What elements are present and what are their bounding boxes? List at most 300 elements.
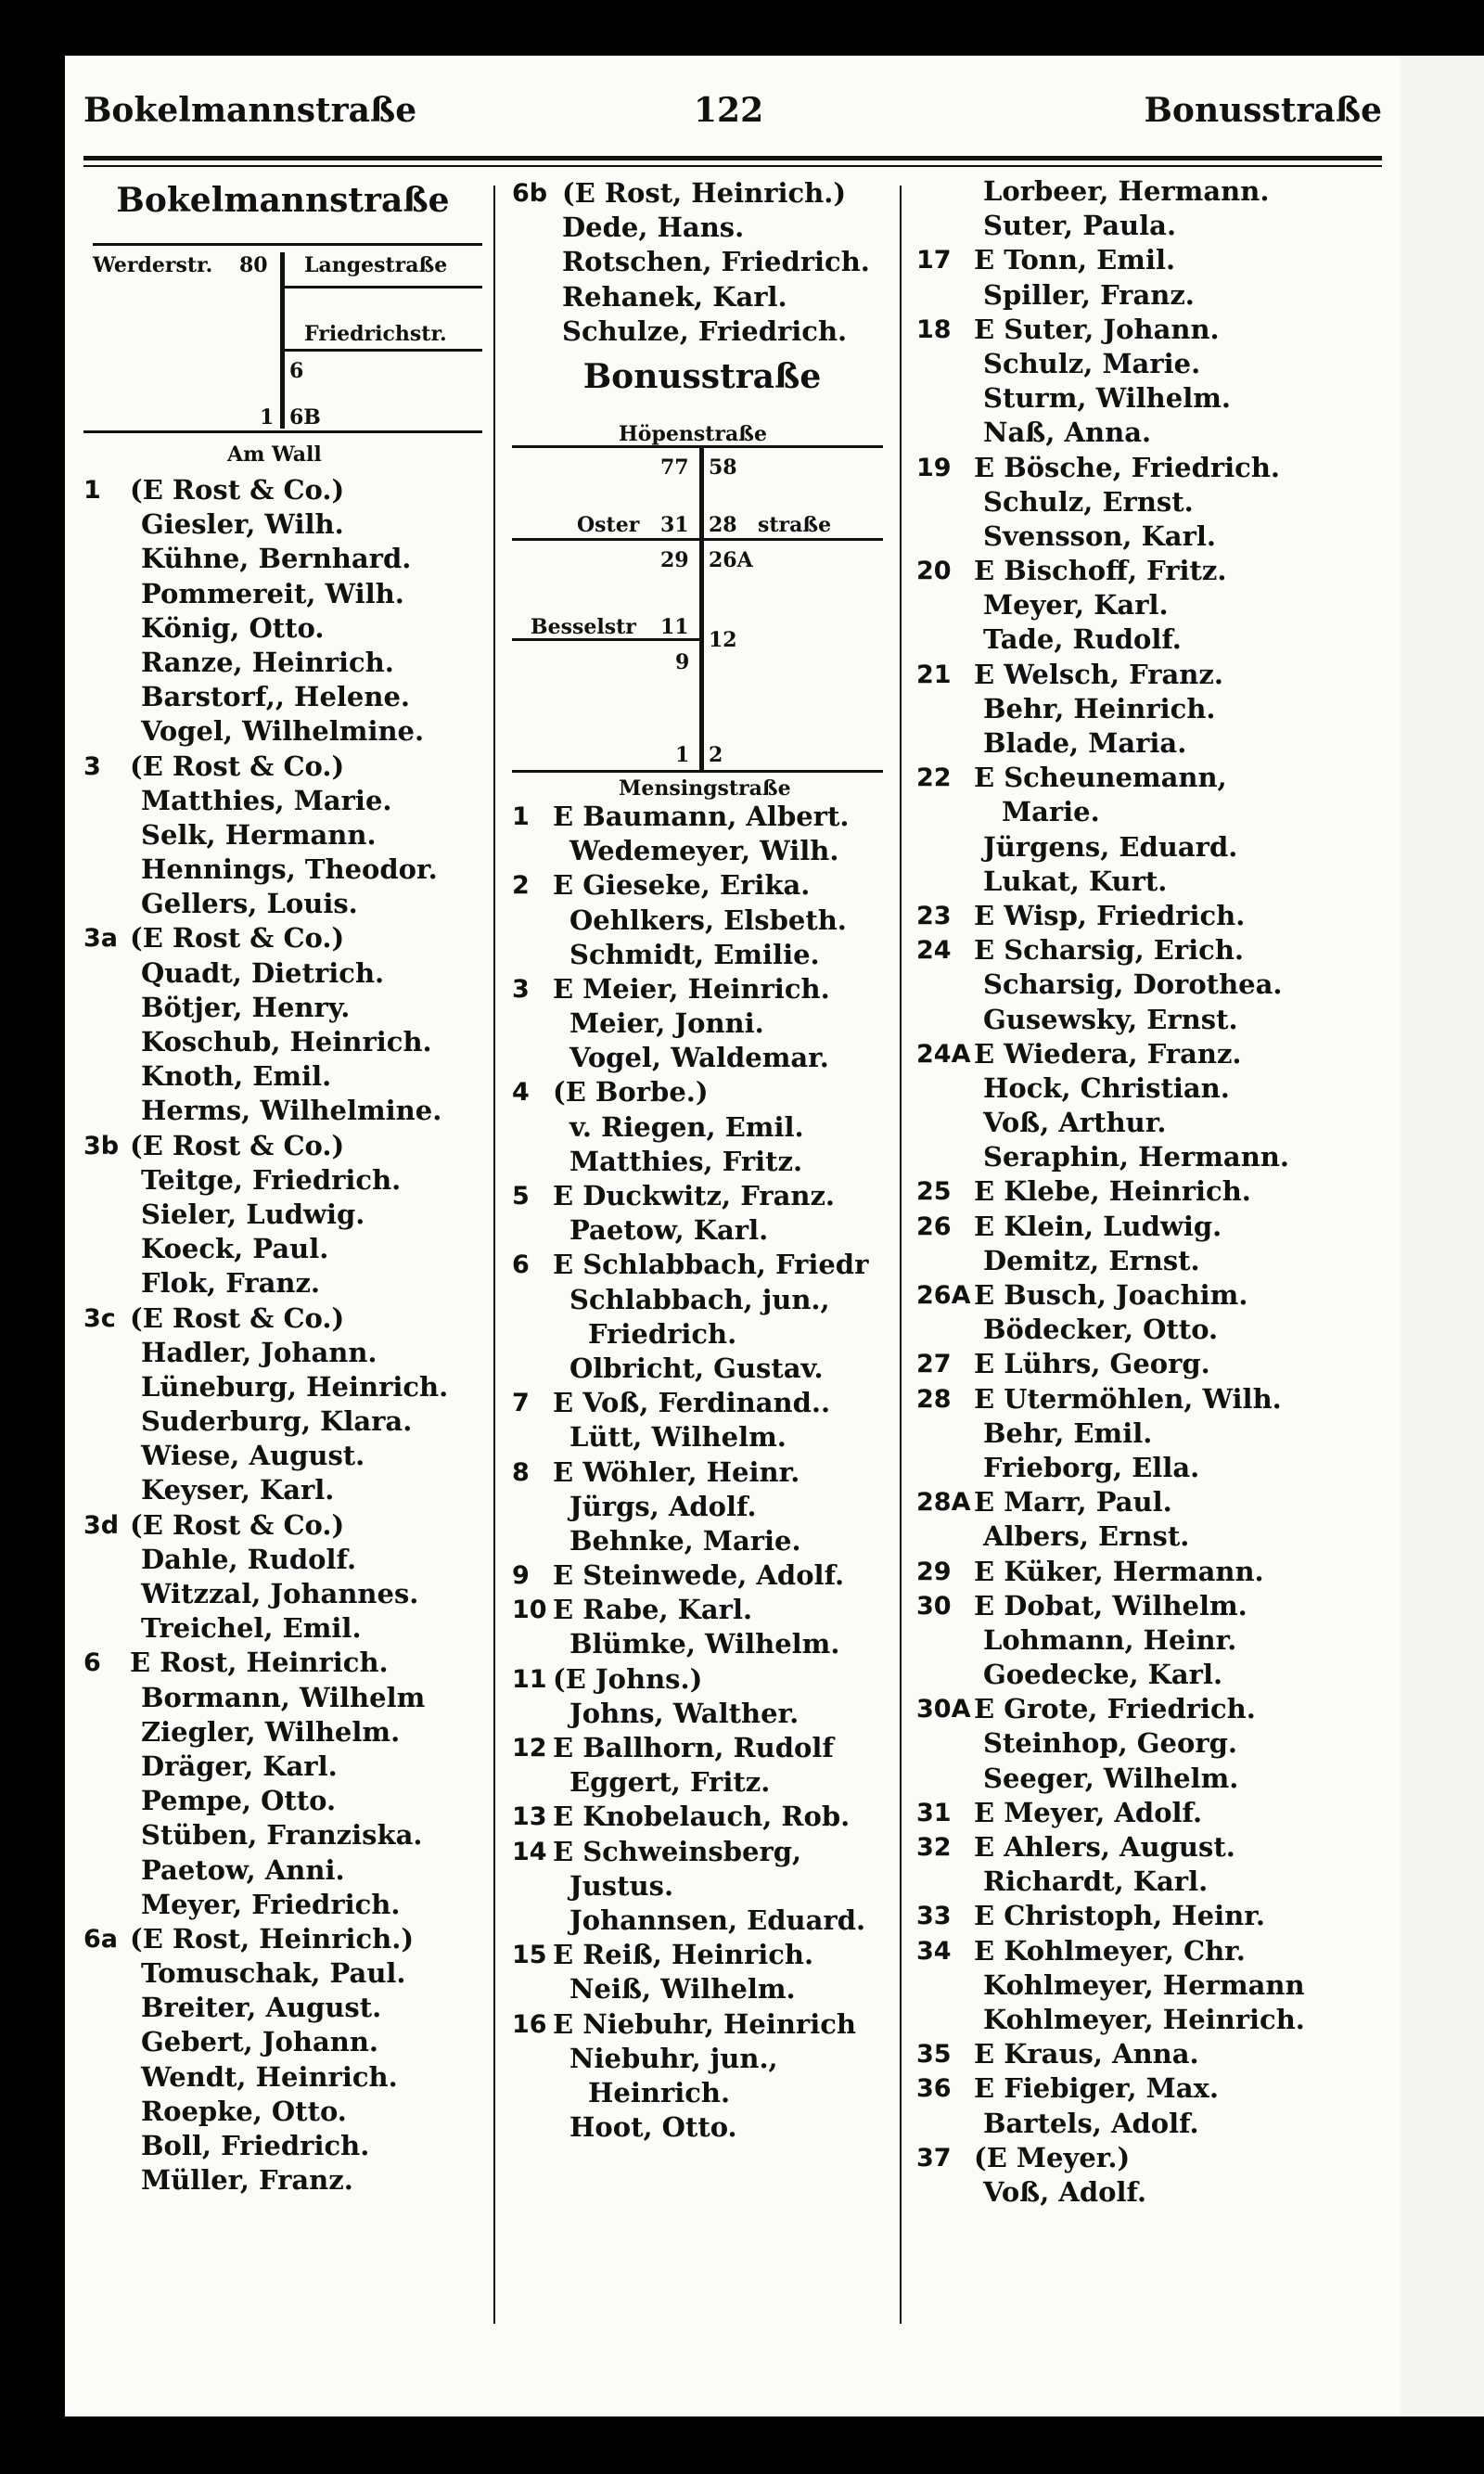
resident-entry: Gusewsky, Ernst. <box>983 1003 1238 1035</box>
resident-entry: E Lührs, Georg. <box>974 1348 1210 1380</box>
header-rule-thin <box>83 165 1382 167</box>
resident-entry: Svensson, Karl. <box>983 519 1216 552</box>
list-item <box>512 1075 892 1109</box>
list-item <box>916 1003 1306 1037</box>
column-1 <box>83 176 482 2198</box>
resident-entry: Johannsen, Eduard. <box>569 1904 866 1936</box>
house-number: 18 <box>916 314 952 344</box>
diagram-label-osterstrasse: straße <box>758 512 832 537</box>
street-title-bonus: Bonusstraße <box>582 356 822 396</box>
resident-entry: E Baumann, Albert. <box>553 800 850 832</box>
list-item <box>512 1283 892 1317</box>
diagram-number-31: 31 <box>660 512 689 537</box>
list-item <box>916 1451 1306 1485</box>
diagram-number-9: 9 <box>675 649 690 674</box>
house-number: 6 <box>512 1250 530 1280</box>
resident-entry: (E Rost & Co.) <box>130 922 345 955</box>
resident-entry: E Kohlmeyer, Chr. <box>974 1934 1246 1967</box>
list-item <box>512 280 892 314</box>
diagram-bonus-street <box>699 445 704 770</box>
running-head-right: Bonusstraße <box>1144 91 1382 130</box>
page-number: 122 <box>694 91 764 130</box>
resident-entry: Treichel, Emil. <box>141 1612 362 1645</box>
resident-entry: (E Meyer.) <box>974 2141 1131 2173</box>
list-item <box>83 1473 482 1507</box>
list-item <box>512 1110 892 1145</box>
list-item <box>83 1301 482 1336</box>
resident-entry: Goedecke, Karl. <box>983 1659 1223 1691</box>
resident-entry: E Utermöhlen, Wilh. <box>974 1382 1282 1415</box>
resident-entry: (E Borbe.) <box>553 1076 709 1109</box>
list-item <box>916 1968 1306 2003</box>
resident-entry: Sieler, Ludwig. <box>141 1198 365 1230</box>
resident-entry: Ziegler, Wilhelm. <box>141 1715 401 1748</box>
list-item <box>83 1956 482 1991</box>
list-item <box>916 830 1306 865</box>
resident-entry: E Klein, Ludwig. <box>974 1210 1222 1242</box>
list-item <box>916 1382 1306 1416</box>
resident-entry: Bartels, Adolf. <box>983 2107 1199 2139</box>
list-item <box>83 1922 482 1956</box>
house-number: 32 <box>916 1833 952 1862</box>
list-item <box>83 2129 482 2163</box>
list-item <box>916 622 1306 657</box>
list-item <box>512 1352 892 1386</box>
house-number: 3b <box>83 1131 120 1160</box>
list-item <box>916 1174 1306 1209</box>
list-item <box>512 1697 892 1731</box>
resident-entry: E Wiedera, Franz. <box>974 1037 1242 1070</box>
list-item <box>916 865 1306 899</box>
list-item <box>916 1519 1306 1554</box>
resident-entry: E Welsch, Franz. <box>974 658 1223 690</box>
list-item <box>83 2163 482 2198</box>
list-item <box>512 1972 892 2006</box>
resident-entry: Marie. <box>1002 796 1100 828</box>
house-number: 22 <box>916 763 952 793</box>
resident-entry: Johns, Walther. <box>569 1697 800 1729</box>
diagram-label-mensingstrasse: Mensingstraße <box>619 776 791 801</box>
diagram-langestrasse-line <box>283 286 482 288</box>
resident-entry: Blade, Maria. <box>983 727 1187 759</box>
list-item <box>916 1416 1306 1451</box>
house-number: 6 <box>83 1648 101 1678</box>
list-item <box>512 1869 892 1904</box>
list-item <box>83 1611 482 1646</box>
list-item <box>512 176 892 211</box>
resident-entry: Vogel, Waldemar. <box>569 1042 829 1074</box>
list-item <box>83 956 482 991</box>
list-item <box>916 347 1306 381</box>
list-item <box>916 2141 1306 2175</box>
house-number: 29 <box>916 1557 952 1586</box>
list-item <box>512 1248 892 1282</box>
list-item <box>83 1059 482 1094</box>
directory-page <box>65 56 1401 2416</box>
resident-entry: E Meyer, Adolf. <box>974 1796 1203 1828</box>
resident-entry: E Tonn, Emil. <box>974 244 1176 276</box>
resident-entry: Rehanek, Karl. <box>562 280 787 313</box>
list-item <box>83 2025 482 2059</box>
house-number: 30A <box>916 1695 971 1724</box>
resident-entry: Pempe, Otto. <box>141 1785 337 1817</box>
list-item <box>916 795 1306 829</box>
resident-entry: Behr, Heinrich. <box>983 692 1216 724</box>
house-number: 34 <box>916 1936 952 1966</box>
resident-entry: (E Rost, Heinrich.) <box>130 1922 415 1955</box>
resident-entry: Kühne, Bernhard. <box>141 543 412 575</box>
list-item <box>83 1853 482 1888</box>
resident-entry: Matthies, Marie. <box>141 784 392 816</box>
column-divider-1 <box>493 186 495 2324</box>
house-number: 2 <box>512 871 530 901</box>
house-number: 9 <box>512 1561 530 1591</box>
resident-entry: Hock, Christian. <box>983 1071 1230 1104</box>
resident-entry: Voß, Arthur. <box>983 1107 1167 1139</box>
diagram-number-2: 2 <box>709 742 723 767</box>
diagram-label-werderstr: Werderstr. <box>93 253 213 277</box>
resident-entry: Müller, Franz. <box>141 2164 353 2197</box>
house-number: 6b <box>512 179 548 208</box>
house-number: 16 <box>512 2009 547 2039</box>
house-number: 13 <box>512 1802 547 1832</box>
resident-entry: Witzzal, Johannes. <box>141 1578 419 1609</box>
list-item <box>83 1198 482 1232</box>
resident-entry: Seraphin, Hermann. <box>983 1141 1289 1173</box>
list-item <box>512 938 892 972</box>
resident-entry: (E Rost & Co.) <box>130 1508 345 1541</box>
resident-entry: Koeck, Paul. <box>141 1233 329 1265</box>
resident-entry: Kohlmeyer, Hermann <box>983 1968 1305 2001</box>
list-item <box>512 904 892 938</box>
resident-entry: Richardt, Karl. <box>983 1865 1209 1898</box>
resident-entry: E Rabe, Karl. <box>553 1594 753 1626</box>
house-number: 5 <box>512 1182 530 1211</box>
resident-list-bonus <box>512 800 892 2145</box>
resident-entry: Schulze, Friedrich. <box>562 314 848 347</box>
house-number: 30 <box>916 1591 952 1621</box>
list-item <box>512 1179 892 1213</box>
resident-entry: E Grote, Friedrich. <box>974 1693 1256 1725</box>
resident-entry: E Bischoff, Fritz. <box>974 555 1227 587</box>
list-item <box>83 714 482 749</box>
list-item <box>512 1386 892 1420</box>
list-item <box>83 818 482 852</box>
list-item <box>916 1899 1306 1933</box>
list-item <box>916 1210 1306 1244</box>
list-item <box>512 1938 892 1972</box>
list-item <box>916 1244 1306 1278</box>
list-item <box>83 680 482 714</box>
list-item <box>83 1266 482 1301</box>
house-number: 26 <box>916 1211 952 1241</box>
list-item <box>83 2095 482 2129</box>
house-number: 3d <box>83 1510 120 1540</box>
list-item <box>916 1726 1306 1761</box>
list-item <box>512 1904 892 1938</box>
header-rule-thick <box>83 156 1382 160</box>
list-item <box>916 899 1306 933</box>
house-number: 7 <box>512 1389 530 1418</box>
list-item <box>916 1347 1306 1381</box>
list-item <box>83 1163 482 1198</box>
resident-entry: E Schlabbach, Friedr <box>553 1249 869 1281</box>
list-item <box>83 750 482 784</box>
house-number: 17 <box>916 246 952 276</box>
diagram-number-77: 77 <box>660 455 689 480</box>
house-number: 23 <box>916 901 952 930</box>
house-number: 14 <box>512 1837 547 1866</box>
list-item <box>916 451 1306 485</box>
list-item <box>916 2107 1306 2141</box>
list-item <box>83 1439 482 1473</box>
resident-entry: E Marr, Paul. <box>974 1486 1172 1519</box>
list-item <box>83 1508 482 1543</box>
resident-entry: Suter, Paula. <box>983 210 1177 242</box>
house-number: 31 <box>916 1798 952 1827</box>
resident-entry: Stüben, Franziska. <box>141 1819 423 1852</box>
resident-entry: Niebuhr, jun., <box>569 2042 778 2074</box>
house-number: 28 <box>916 1384 952 1414</box>
resident-entry: E Kraus, Anna. <box>974 2038 1199 2070</box>
resident-entry: Gebert, Johann. <box>141 2026 379 2058</box>
resident-entry: Eggert, Fritz. <box>569 1766 771 1799</box>
resident-entry: E Ahlers, August. <box>974 1831 1235 1863</box>
list-item <box>916 933 1306 968</box>
list-item <box>916 1278 1306 1313</box>
resident-entry: Keyser, Karl. <box>141 1474 335 1506</box>
list-item <box>916 1865 1306 1899</box>
resident-entry: Steinhop, Georg. <box>983 1727 1237 1760</box>
resident-entry: E Suter, Johann. <box>974 313 1220 345</box>
list-item <box>916 761 1306 795</box>
resident-entry: E Küker, Hermann. <box>974 1555 1264 1587</box>
resident-entry: Meyer, Friedrich. <box>141 1888 401 1920</box>
resident-entry: Knoth, Emil. <box>141 1060 332 1093</box>
resident-entry: Lohmann, Heinr. <box>983 1623 1237 1656</box>
list-item <box>916 968 1306 1002</box>
resident-entry: Barstorf,, Helene. <box>141 681 410 713</box>
resident-entry: E Bösche, Friedrich. <box>974 451 1281 483</box>
house-number: 12 <box>512 1734 547 1763</box>
list-item <box>83 646 482 680</box>
list-item <box>83 784 482 818</box>
list-item <box>916 1623 1306 1658</box>
list-item <box>916 1106 1306 1140</box>
list-item <box>83 1681 482 1715</box>
resident-entry: E Wöhler, Heinr. <box>553 1455 800 1488</box>
column-3 <box>916 174 1306 2210</box>
resident-entry: Neiß, Wilhelm. <box>569 1973 796 2006</box>
resident-entry: Schmidt, Emilie. <box>569 938 820 970</box>
list-item <box>916 209 1306 243</box>
list-item <box>916 726 1306 761</box>
list-item <box>916 2071 1306 2106</box>
house-number: 15 <box>512 1941 547 1970</box>
list-item <box>512 1835 892 1869</box>
resident-entry: Scharsig, Dorothea. <box>983 968 1283 1001</box>
resident-entry: Selk, Hermann. <box>141 818 377 851</box>
list-item <box>512 1490 892 1524</box>
resident-entry: Quadt, Dietrich. <box>141 956 385 989</box>
house-number: 3c <box>83 1303 116 1333</box>
resident-entry: E Meier, Heinrich. <box>553 972 830 1005</box>
resident-entry: E Niebuhr, Heinrich <box>553 2007 856 2040</box>
diagram-number-29: 29 <box>660 547 689 572</box>
diagram-number-1b: 1 <box>675 742 690 767</box>
list-item <box>83 1715 482 1750</box>
house-number: 1 <box>83 476 101 505</box>
list-item <box>916 1071 1306 1106</box>
resident-entry: Lukat, Kurt. <box>983 865 1168 897</box>
resident-entry: E Busch, Joachim. <box>974 1279 1248 1311</box>
list-item <box>83 852 482 887</box>
list-item <box>916 1830 1306 1865</box>
resident-entry: Lorbeer, Hermann. <box>983 175 1270 207</box>
running-head-left: Bokelmannstraße <box>83 91 417 130</box>
resident-entry: Wendt, Heinrich. <box>141 2060 398 2093</box>
list-item <box>916 278 1306 313</box>
resident-entry: Naß, Anna. <box>983 417 1152 449</box>
resident-entry: Hennings, Theodor. <box>141 853 438 886</box>
resident-entry: E Duckwitz, Franz. <box>553 1180 836 1211</box>
list-item <box>512 1145 892 1179</box>
resident-entry: E Reiß, Heinrich. <box>553 1939 814 1971</box>
house-number: 11 <box>512 1664 547 1694</box>
house-number: 37 <box>916 2143 952 2173</box>
list-item <box>83 921 482 955</box>
list-item <box>916 2037 1306 2071</box>
resident-entry: Ranze, Heinrich. <box>141 646 394 678</box>
resident-entry: E Gieseke, Erika. <box>553 869 811 902</box>
resident-entry: Hadler, Johann. <box>141 1336 377 1368</box>
resident-entry: Schulz, Marie. <box>983 347 1201 379</box>
diagram-hoepen-line <box>512 445 883 448</box>
list-item <box>916 588 1306 622</box>
resident-entry: Pommereit, Wilh. <box>141 577 404 609</box>
resident-entry: Oehlkers, Elsbeth. <box>569 904 847 936</box>
list-item <box>83 1646 482 1680</box>
list-item <box>916 1796 1306 1830</box>
list-item <box>83 1784 482 1818</box>
resident-entry: (E Rost & Co.) <box>130 750 345 782</box>
column-2 <box>512 176 892 2145</box>
diagram-number-6: 6 <box>289 359 304 383</box>
list-item <box>83 1336 482 1370</box>
list-item <box>512 1455 892 1490</box>
resident-entry: Frieborg, Ella. <box>983 1451 1200 1483</box>
diagram-main-street <box>280 252 285 429</box>
resident-entry: Gellers, Louis. <box>141 888 358 920</box>
resident-entry: Flok, Franz. <box>141 1267 321 1300</box>
resident-entry: Breiter, August. <box>141 1992 382 2024</box>
house-number: 25 <box>916 1177 952 1207</box>
resident-entry: Blümke, Wilhelm. <box>569 1628 840 1660</box>
resident-entry: Sturm, Wilhelm. <box>983 382 1232 415</box>
list-item <box>512 314 892 349</box>
resident-entry: Koschub, Heinrich. <box>141 1026 432 1058</box>
list-item <box>916 1692 1306 1726</box>
list-item <box>83 1404 482 1439</box>
resident-entry: Friedrich. <box>588 1317 737 1350</box>
list-item <box>916 174 1306 209</box>
list-item <box>83 1888 482 1922</box>
list-item <box>83 473 482 507</box>
resident-entry: E Voß, Ferdinand.. <box>553 1387 831 1419</box>
list-item <box>83 1543 482 1577</box>
resident-entry: Olbricht, Gustav. <box>569 1352 824 1384</box>
resident-entry: E Knobelauch, Rob. <box>553 1801 851 1833</box>
diagram-am-wall-line <box>83 430 482 433</box>
house-number: 26A <box>916 1281 971 1310</box>
list-item <box>83 1577 482 1611</box>
resident-entry: Voß, Adolf. <box>983 2175 1147 2208</box>
list-item <box>512 2110 892 2145</box>
resident-entry: Lütt, Wilhelm. <box>569 1421 787 1454</box>
page-header <box>83 91 1382 137</box>
diagram-number-11: 11 <box>660 614 689 639</box>
list-item <box>916 1934 1306 1968</box>
resident-entry: Behr, Emil. <box>983 1416 1153 1449</box>
street-diagram-bonus <box>512 408 892 801</box>
house-number: 33 <box>916 1902 952 1931</box>
list-item <box>83 1750 482 1784</box>
resident-entry: E Steinwede, Adolf. <box>553 1559 845 1592</box>
resident-entry: Lüneburg, Heinrich. <box>141 1370 449 1403</box>
diagram-label-hoepenstrasse: Höpenstraße <box>619 421 767 446</box>
list-item <box>916 658 1306 692</box>
diagram-oster-line <box>512 538 883 541</box>
list-item <box>83 2060 482 2095</box>
diagram-top-line <box>93 243 482 246</box>
list-item <box>512 1524 892 1558</box>
resident-entry: Dahle, Rudolf. <box>141 1543 357 1575</box>
house-number: 28A <box>916 1488 971 1518</box>
list-item <box>916 485 1306 519</box>
list-item <box>916 519 1306 554</box>
list-item <box>512 2076 892 2110</box>
diagram-label-langestrasse: Langestraße <box>304 253 448 277</box>
resident-entry: Tade, Rudolf. <box>983 623 1182 656</box>
resident-entry: Paetow, Anni. <box>141 1853 345 1886</box>
resident-entry: E Schweinsberg, <box>553 1835 802 1867</box>
resident-entry: Demitz, Ernst. <box>983 1244 1200 1276</box>
resident-entry: Wedemeyer, Wilh. <box>569 835 839 867</box>
list-item <box>916 313 1306 347</box>
list-item <box>83 611 482 646</box>
house-number: 3 <box>512 974 530 1004</box>
list-item <box>512 1213 892 1248</box>
resident-entry: Bormann, Wilhelm <box>141 1681 426 1713</box>
resident-entry: E Ballhorn, Rudolf <box>553 1732 834 1763</box>
resident-entry: Herms, Wilhelmine. <box>141 1095 442 1127</box>
resident-entry: E Scheunemann, <box>974 762 1227 794</box>
resident-entry: Spiller, Franz. <box>983 278 1195 311</box>
list-item <box>512 1006 892 1041</box>
list-item <box>916 416 1306 450</box>
list-item <box>916 1658 1306 1692</box>
list-item <box>916 1313 1306 1347</box>
resident-entry: E Scharsig, Erich. <box>974 934 1245 967</box>
resident-entry: E Klebe, Heinrich. <box>974 1175 1251 1208</box>
resident-entry: (E Rost, Heinrich.) <box>562 177 847 209</box>
house-number: 36 <box>916 2074 952 2104</box>
list-item <box>512 2042 892 2076</box>
resident-entry: Paetow, Karl. <box>569 1214 769 1247</box>
list-item <box>83 1991 482 2025</box>
resident-entry: (E Rost & Co.) <box>130 1301 345 1334</box>
list-item <box>512 1800 892 1834</box>
